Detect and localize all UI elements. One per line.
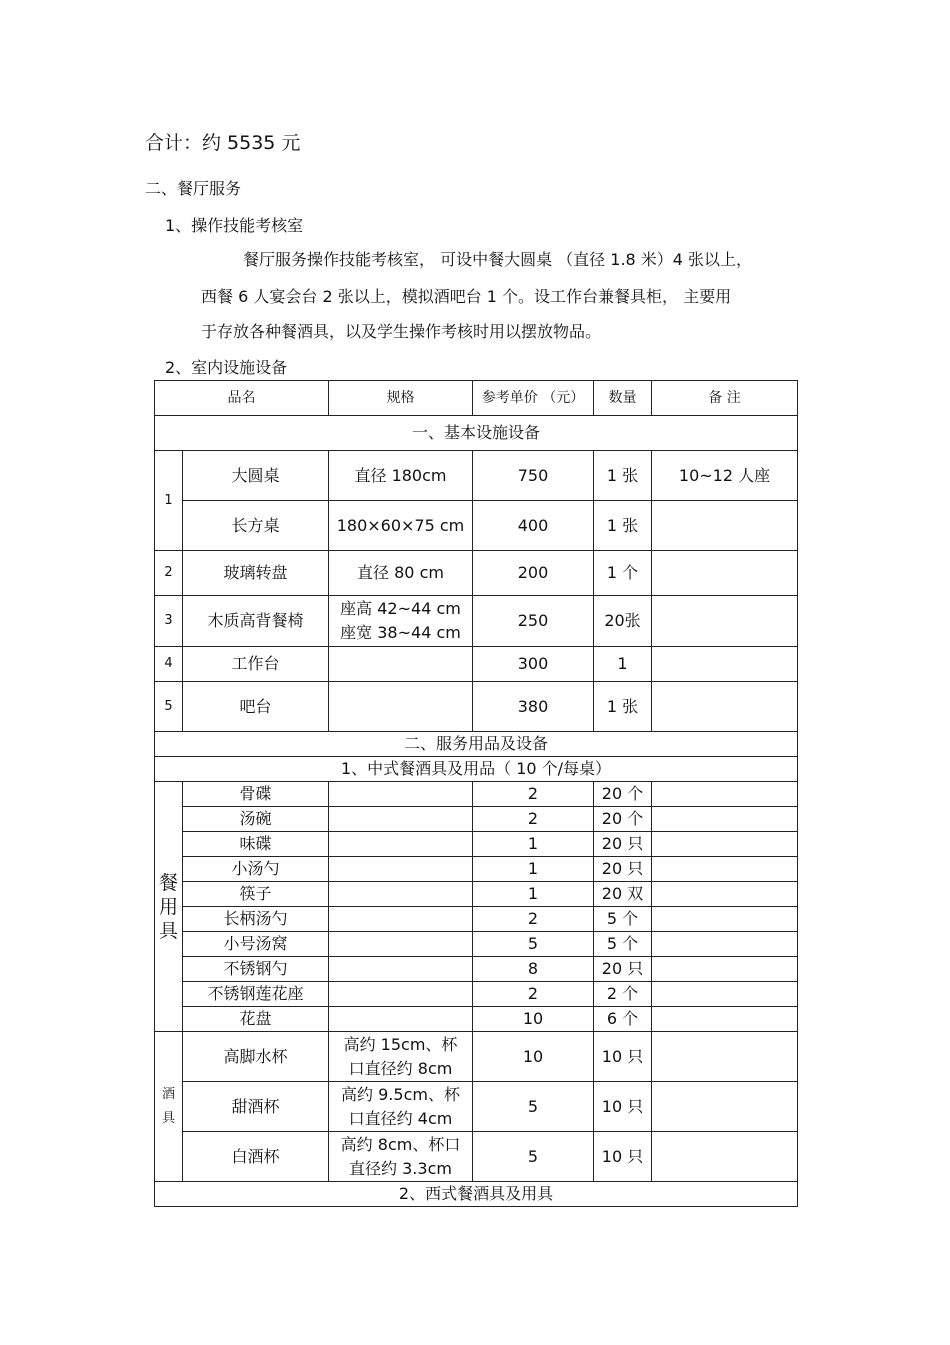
table-row [155,982,798,1007]
item-note [652,682,798,732]
item-price: 10 [473,1007,594,1032]
item-price: 5 [473,1082,594,1132]
item-note [652,1082,798,1132]
item-name: 长柄汤勺 [183,907,329,932]
table-row [155,1082,798,1132]
item-spec-line: 直径约 3.3cm [349,1158,452,1178]
item-price: 2 [473,907,594,932]
table-row [155,596,798,647]
item-note [652,807,798,832]
table-row [155,682,798,732]
group-title-service: 二、服务用品及设备 [155,732,798,757]
item-note [652,1032,798,1082]
table-row [155,807,798,832]
header-name: 品名 [155,381,329,416]
item-name: 大圆桌 [183,451,329,501]
item-qty: 5 个 [594,907,652,932]
item-spec [329,782,473,807]
item-name: 不锈钢勺 [183,957,329,982]
item-price: 1 [473,832,594,857]
item-name: 小号汤窝 [183,932,329,957]
row-number: 5 [155,682,183,732]
item-price: 10 [473,1032,594,1082]
item-price: 8 [473,957,594,982]
item-name: 高脚水杯 [183,1032,329,1082]
item-name: 工作台 [183,647,329,682]
item-name: 玻璃转盘 [183,551,329,596]
row-number: 1 [155,451,183,551]
item-qty: 1 张 [594,682,652,732]
item-qty: 10 只 [594,1032,652,1082]
item-name: 味碟 [183,832,329,857]
table-row [155,857,798,882]
item-qty: 6 个 [594,1007,652,1032]
item-price: 5 [473,1132,594,1182]
item-spec [329,957,473,982]
item-note [652,596,798,647]
row-number: 3 [155,596,183,647]
item-qty: 5 个 [594,932,652,957]
subgroup-title-chinese: 1、中式餐酒具及用品（ 10 个/每桌） [155,757,798,782]
item-note [652,907,798,932]
item-spec [329,832,473,857]
item-name: 筷子 [183,882,329,907]
item-note [652,932,798,957]
item-name: 不锈钢莲花座 [183,982,329,1007]
item-name: 小汤勺 [183,857,329,882]
table-row [155,957,798,982]
item-qty: 20 个 [594,807,652,832]
item-note [652,832,798,857]
equipment-table [154,380,798,1207]
item-spec-line: 口直径约 4cm [348,1108,453,1128]
item-price: 1 [473,857,594,882]
item-qty: 10 只 [594,1082,652,1132]
item-price: 5 [473,932,594,957]
item-name: 花盘 [183,1007,329,1032]
table-header-row [155,381,798,416]
item-qty: 20 双 [594,882,652,907]
header-spec: 规格 [329,381,473,416]
item-spec [329,1032,473,1082]
item-qty: 20 只 [594,957,652,982]
table-row [155,1132,798,1182]
item-qty: 20 只 [594,832,652,857]
item-spec [329,932,473,957]
item-spec [329,882,473,907]
item-spec-line: 座宽 38~44 cm [340,623,461,642]
group-title-basic: 一、基本设施设备 [155,416,798,451]
item-name: 汤碗 [183,807,329,832]
item-note [652,782,798,807]
subsection-heading-equipment: 2、室内设施设备 [165,358,288,377]
subgroup-title-row [155,757,798,782]
group-title-row [155,732,798,757]
item-spec [329,1132,473,1182]
item-spec-line: 高约 15cm、杯 [343,1034,458,1054]
item-note [652,551,798,596]
item-spec [329,907,473,932]
item-spec [329,596,473,647]
item-name: 骨碟 [183,782,329,807]
vertical-label-char: 具 [158,919,178,942]
item-note [652,501,798,551]
item-price: 400 [473,501,594,551]
item-price: 300 [473,647,594,682]
item-name: 吧台 [183,682,329,732]
subsection-heading-exam-room: 1、操作技能考核室 [165,216,304,235]
tableware-group-label [155,782,183,1032]
item-note [652,957,798,982]
table-row [155,551,798,596]
item-price: 2 [473,782,594,807]
item-price: 2 [473,982,594,1007]
item-name: 长方桌 [183,501,329,551]
item-price: 750 [473,451,594,501]
item-price: 1 [473,882,594,907]
item-note [652,1132,798,1182]
item-spec: 直径 180cm [329,451,473,501]
item-spec [329,807,473,832]
item-spec: 180×60×75 cm [329,501,473,551]
table-row [155,932,798,957]
item-price: 380 [473,682,594,732]
item-name: 甜酒杯 [183,1082,329,1132]
vertical-label-char: 用 [158,895,178,918]
item-spec-line: 口直径约 8cm [348,1058,453,1078]
item-note [652,857,798,882]
table-row [155,1032,798,1082]
item-spec [329,647,473,682]
vertical-label-char: 酒 [161,1086,175,1102]
table-row [155,832,798,857]
table-row [155,782,798,807]
item-spec [329,857,473,882]
item-spec-line: 高约 9.5cm、杯 [341,1084,460,1104]
item-note [652,882,798,907]
item-qty: 20 只 [594,857,652,882]
paragraph-line-1: 餐厅服务操作技能考核室， 可设中餐大圆桌 （直径 1.8 米）4 张以上， [243,250,753,269]
table-row [155,907,798,932]
paragraph-line-3: 于存放各种餐酒具，以及学生操作考核时用以摆放物品。 [201,322,602,341]
vertical-label-char: 具 [161,1110,175,1126]
header-price: 参考单价 （元） [473,381,594,416]
item-qty: 20张 [594,596,652,647]
item-spec [329,1007,473,1032]
table-row [155,1007,798,1032]
total-line: 合计：约 5535 元 [145,132,301,154]
table-row [155,451,798,501]
item-spec-line: 高约 8cm、杯口 [340,1134,461,1154]
group-title-row [155,416,798,451]
vertical-label-char: 餐 [158,871,178,894]
item-note [652,1007,798,1032]
item-spec [329,1082,473,1132]
paragraph-line-2: 西餐 6 人宴会台 2 张以上，模拟酒吧台 1 个。设工作台兼餐具柜， 主要用 [201,287,732,306]
glassware-group-label [155,1032,183,1182]
item-spec [329,682,473,732]
subgroup-title-row [155,1182,798,1207]
section-heading: 二、餐厅服务 [145,179,242,198]
item-qty: 2 个 [594,982,652,1007]
item-price: 2 [473,807,594,832]
item-note: 10~12 人座 [652,451,798,501]
item-qty: 1 张 [594,451,652,501]
item-name: 白酒杯 [183,1132,329,1182]
item-qty: 10 只 [594,1132,652,1182]
item-qty: 1 个 [594,551,652,596]
item-spec: 直径 80 cm [329,551,473,596]
item-spec [329,982,473,1007]
table-row [155,882,798,907]
item-spec-line: 座高 42~44 cm [340,599,461,618]
item-qty: 1 [594,647,652,682]
row-number: 2 [155,551,183,596]
row-number: 4 [155,647,183,682]
table-row [155,647,798,682]
header-note: 备 注 [652,381,798,416]
item-note [652,982,798,1007]
table-row [155,501,798,551]
item-name: 木质高背餐椅 [183,596,329,647]
item-price: 250 [473,596,594,647]
item-note [652,647,798,682]
item-qty: 1 张 [594,501,652,551]
item-qty: 20 个 [594,782,652,807]
subgroup-title-western: 2、西式餐酒具及用具 [155,1182,798,1207]
header-qty: 数量 [594,381,652,416]
item-price: 200 [473,551,594,596]
